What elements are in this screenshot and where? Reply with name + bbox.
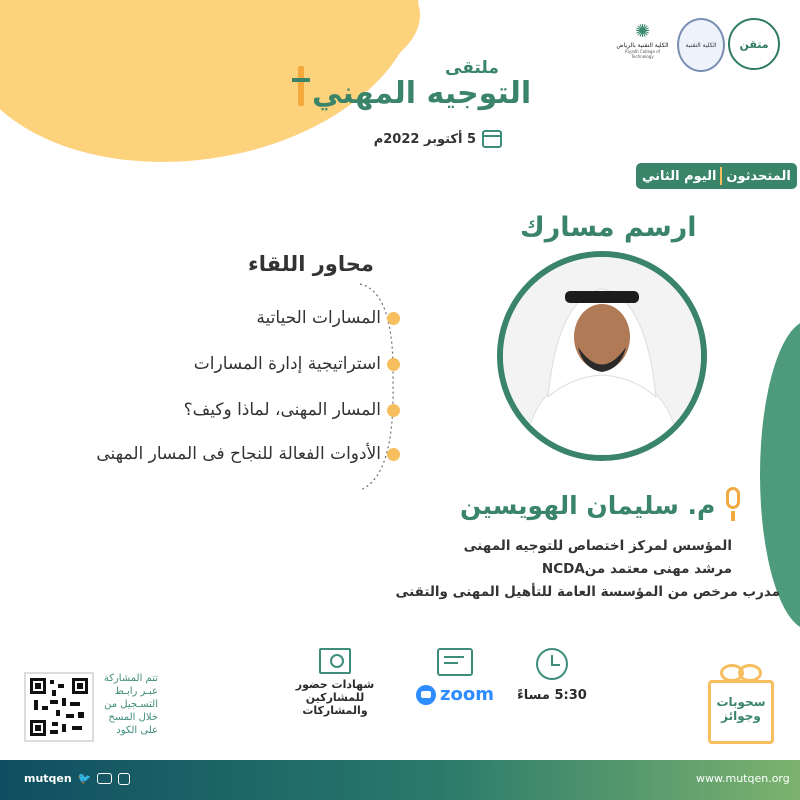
footer-website[interactable]: www.mutqen.org <box>696 772 790 785</box>
clock-icon <box>536 648 568 680</box>
prizes-gift <box>706 662 776 746</box>
gift-box <box>708 680 774 744</box>
college-logo: الكلية التقنية <box>677 18 725 72</box>
bullet-dot <box>387 358 400 371</box>
certificates-info <box>272 648 398 717</box>
compass-icon <box>290 66 312 106</box>
prizes-line-1: سحوبات <box>716 695 766 709</box>
time-info <box>512 648 592 703</box>
speaker-role-2: مرشد مهنى معتمد منNCDA <box>541 561 732 577</box>
microphone-icon <box>723 487 743 523</box>
footer-handle: mutqen 🐦 <box>24 772 130 785</box>
speaker-portrait-illustration <box>503 257 701 455</box>
speaker-roles <box>310 538 780 607</box>
bullet-dot <box>387 312 400 325</box>
participant-heading: ارسم مسارك <box>520 212 697 243</box>
event-title-block <box>290 58 530 128</box>
qr-instructions: تتم المشاركة عبـر رابـط التسـجيل من خلال المسح على الكود <box>103 673 158 736</box>
instagram-icon[interactable] <box>118 773 130 785</box>
list-item: استراتيجية إدارة المسارات <box>194 354 400 374</box>
youtube-icon[interactable] <box>97 773 112 784</box>
day-tag <box>636 163 797 189</box>
certificate-icon <box>319 648 351 674</box>
prizes-line-2: وجوائز <box>721 709 761 723</box>
bullet-dot <box>387 448 400 461</box>
speaker-role-3: مدرب مرخص من المؤسسة العامة للتأهيل المهنى والتقنى <box>395 584 780 600</box>
certificates-line-2: للمشاركين والمشاركات <box>302 691 368 717</box>
qr-code[interactable] <box>24 672 94 742</box>
bullet-dot <box>387 404 400 417</box>
zoom-logo: zoom <box>410 684 500 705</box>
twitter-icon[interactable]: 🐦 <box>77 772 92 785</box>
monitor-icon <box>437 648 473 676</box>
mutqen-logo: متقن <box>728 18 780 70</box>
gift-bow-icon <box>720 662 762 678</box>
footer-bar <box>0 760 800 800</box>
zoom-camera-icon <box>416 685 436 705</box>
list-item: الأدوات الفعالة للنجاح فى المسار المهنى <box>96 444 400 464</box>
date-row <box>352 128 502 150</box>
logo-row <box>615 18 785 73</box>
event-date: 5 أكتوبر 2022م <box>373 131 476 147</box>
list-item: المسار المهنى، لماذا وكيف؟ <box>184 400 400 420</box>
tag-day: اليوم الثاني <box>642 168 717 184</box>
riyadh-college-logo: ✺ الكلية التقنية بالرياض Riyadh College of Technology <box>616 21 669 59</box>
event-small-title: ملتقى <box>445 58 499 78</box>
topics-heading: محاور اللقاء <box>248 252 374 276</box>
event-time: 5:30 مساءً <box>517 688 587 703</box>
certificates-line-1: شهادات حضور <box>295 678 375 691</box>
tag-speakers: المتحدثون <box>726 168 791 184</box>
tag-divider <box>720 167 722 185</box>
star-icon: ✺ <box>634 21 651 42</box>
speaker-role-1: المؤسس لمركز اختصاص للتوجيه المهنى <box>463 538 732 554</box>
speaker-name: م. سليمان الهويسين <box>460 490 716 520</box>
event-title: التوجيه المهني <box>312 76 532 111</box>
calendar-icon <box>482 130 502 148</box>
speaker-name-row <box>460 487 743 523</box>
speaker-photo <box>497 251 707 461</box>
platform-info <box>410 648 500 705</box>
list-item: المسارات الحياتية <box>256 308 400 328</box>
qr-pattern <box>30 678 88 736</box>
